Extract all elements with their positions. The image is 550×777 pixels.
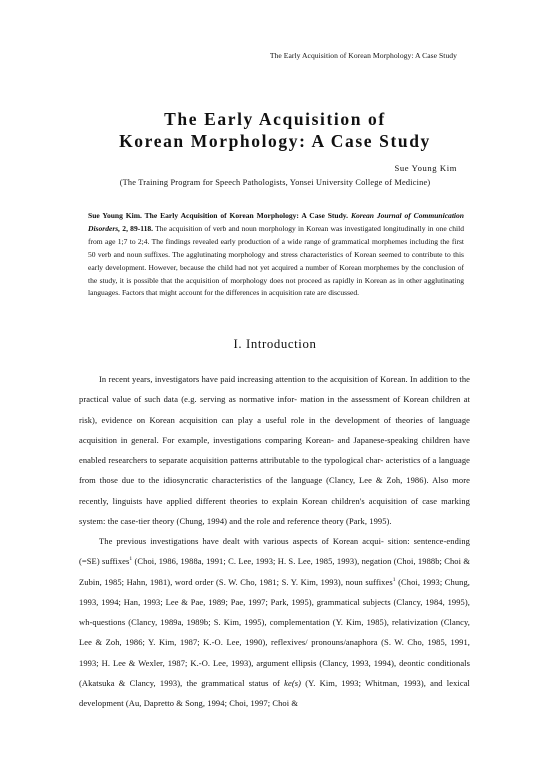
paragraph-2-part-1: The previous investigations have dealt with various aspects of Korean acqui- sition: sentence-ending (=SE) suffixes [79,536,470,567]
paragraph-2-italic-term: ke(s) [284,677,302,688]
footnote-marker-2: 1 [392,576,396,583]
section-heading: I. Introduction [233,337,317,351]
author-affiliation: (The Training Program for Speech Pathologists, Yonsei University College of Medicine) [119,178,431,187]
paragraph-1: In recent years, investigators have paid increasing attention to the acquisition of Korean. In addition to the practical value of such data (e.g. serving as normative infor- mation in the assessment of Korean children at risk), evidence on Korean acquisition can play a useful role in the development of theories of language acquisition in general. For example, investigations comparing Korean- and Japanese-speaking children have enabled researchers to separate acquisition patterns attributable to the typological char- acteristics of a language from those due to the idiosyncratic characteristics of the language (Clancy, Lee & Zoh, 1986). Also more recently, linguists have applied different theories to explain Korean children's acquisition of case marking system: the case-tier theory (Chung, 1994) and the role and reference theory (Park, 1995). [79,374,470,526]
abstract-text: The acquisition of verb and noun morphology in Korean was investigated longitudinally in one child from age 1;7 to 2;4. The findings revealed early production of a wide range of grammatical morphemes including the first 50 verb and noun suffixes. The agglutinating morphology and stress characteristics of Korean seemed to contribute to this early development. However, because the child had not yet acquired a number of Korean morphemes by the conclusion of the study, it is possible that the acquisition of morphology does not proceed as rapidly in Korean as in other agglutinating languages. Factors that might account for the differences in acquisition rate are discussed. [88,223,464,298]
footnote-marker-1: 1 [129,556,133,563]
title-line-2: Korean Morphology: A Case Study [119,131,431,151]
paragraph-2-part-3: (Choi, 1993; Chung, 1993, 1994; Han, 1993; Lee & Pae, 1989; Pae, 1997; Park, 1995), grammatical subjects (Clancy, 1984, 1995), wh-questions (Clancy, 1989a, 1989b; S. Kim, 1995), complementation (Y. Kim, 1985), relativization (Clancy, Lee & Zoh, 1986; Y. Kim, 1987; K.-O. Lee, 1990), reflexives/ pronouns/anaphora (S. W. Cho, 1985, 1991, 1993; H. Lee & Wexler, 1987; K.-O. Lee, 1993), argument ellipsis (Clancy, 1993, 1994), deontic conditionals (Akatsuka & Clancy, 1993), the grammatical status of [79,576,470,688]
body-text [79,369,470,713]
author-name: Sue Young Kim [394,163,457,173]
paragraph-2 [79,531,470,713]
paragraph-2-part-2: (Choi, 1986, 1988a, 1991; C. Lee, 1993; H. S. Lee, 1985, 1993), negation (Choi, 1988b; Choi & Zubin, 1985; Hahn, 1981), word order (S. W. Cho, 1981; S. Y. Kim, 1993), noun suffixes [79,556,471,587]
paragraph-2-part-4: (Y. Kim, 1993; Whitman, 1993), and lexical development (Au, Dapretto & Song, 1994; Choi, 1997; Choi & [79,677,470,708]
abstract [88,210,464,300]
abstract-citation: 2, 89-118. [122,223,154,233]
abstract-lead: Sue Young Kim. The Early Acquisition of Korean Morphology: A Case Study. [88,211,349,220]
title-line-1: The Early Acquisition of [164,109,386,129]
running-head: The Early Acquisition of Korean Morphology: A Case Study [269,51,457,60]
paper-title [0,108,550,152]
abstract-journal: Korean Journal of Communication Disorders, [88,211,464,233]
